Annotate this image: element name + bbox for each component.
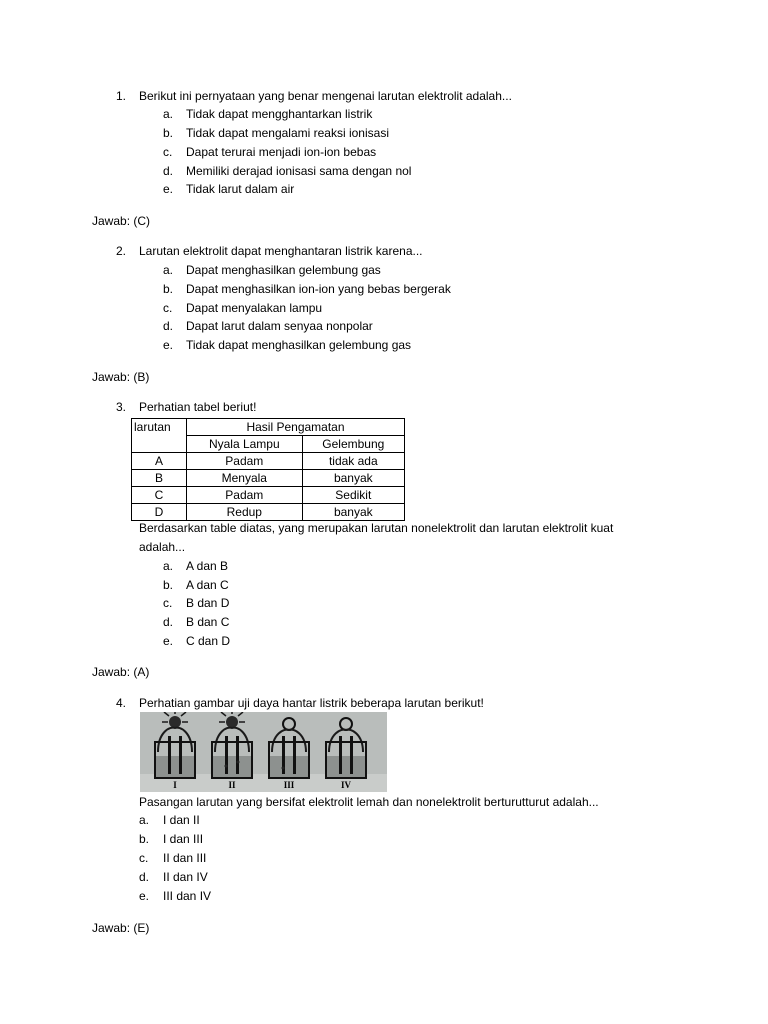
option-text: B dan C (186, 615, 230, 629)
answer-3: Jawab: (A) (92, 665, 150, 679)
answer-2: Jawab: (B) (92, 370, 150, 384)
question-4-text: Perhatian gambar uji daya hantar listrik beberapa larutan berikut! (139, 696, 484, 710)
table-cell: Sedikit (302, 487, 404, 504)
option-letter: a. (163, 263, 174, 277)
option-text: A dan B (186, 559, 229, 573)
option-text: A dan C (186, 578, 229, 592)
question-2-text: Larutan elektrolit dapat menghantaran listrik karena... (139, 244, 423, 258)
option-text: II dan III (163, 851, 207, 865)
option-letter: b. (163, 282, 174, 296)
option-letter: e. (163, 338, 174, 352)
question-3-number: 3. (116, 400, 127, 414)
option-text: Memiliki derajad ionisasi sama dengan nol (186, 164, 412, 178)
option-letter: d. (163, 164, 174, 178)
table-cell: Padam (187, 453, 303, 470)
observation-table (131, 418, 405, 521)
table-row (132, 487, 405, 504)
option-letter: e. (163, 634, 174, 648)
table-cell: tidak ada (302, 453, 404, 470)
option-letter: c. (163, 596, 173, 610)
option-letter: c. (163, 145, 173, 159)
conductivity-test-figure (140, 712, 387, 792)
option-letter: c. (163, 301, 173, 315)
table-cell: C (132, 487, 187, 504)
option-text: Tidak dapat mengalami reaksi ionisasi (186, 126, 389, 140)
answer-1: Jawab: (C) (92, 214, 151, 228)
table-cell: Padam (187, 487, 303, 504)
beaker-label: IV (340, 780, 352, 790)
table-row (132, 453, 405, 470)
option-text: Tidak dapat mengghantarkan listrik (186, 107, 373, 121)
table-cell: A (132, 453, 187, 470)
question-3-prompt-line1: Berdasarkan table diatas, yang merupakan larutan nonelektrolit dan larutan elektrolit kuat (139, 521, 614, 535)
table-header-group: Hasil Pengamatan (187, 419, 405, 436)
question-1-text: Berikut ini pernyataan yang benar mengenai larutan elektrolit adalah... (139, 89, 512, 103)
option-text: I dan III (163, 832, 204, 846)
option-letter: a. (163, 107, 174, 121)
question-2-number: 2. (116, 244, 127, 258)
question-4-number: 4. (116, 696, 127, 710)
option-text: III dan IV (163, 889, 212, 903)
table-cell: D (132, 504, 187, 521)
option-text: Dapat menghasilkan gelembung gas (186, 263, 381, 277)
option-text: II dan IV (163, 870, 208, 884)
option-text: B dan D (186, 596, 230, 610)
option-text: Dapat larut dalam senyaa nonpolar (186, 319, 373, 333)
option-text: Dapat terurai menjadi ion-ion bebas (186, 145, 377, 159)
table-subheader: Nyala Lampu (187, 436, 303, 453)
table-row (132, 504, 405, 521)
option-letter: d. (139, 870, 150, 884)
option-letter: c. (139, 851, 149, 865)
option-letter: a. (163, 559, 174, 573)
question-3-text: Perhatian tabel beriut! (139, 400, 257, 414)
option-letter: e. (139, 889, 150, 903)
option-text: Tidak dapat menghasilkan gelembung gas (186, 338, 412, 352)
beaker-label: II (228, 780, 236, 790)
option-text: Dapat menyalakan lampu (186, 301, 323, 315)
option-letter: a. (139, 813, 150, 827)
option-letter: e. (163, 182, 174, 196)
question-4-prompt: Pasangan larutan yang bersifat elektrolit lemah dan nonelektrolit berturutturut adalah... (139, 795, 599, 809)
beaker-label: III (283, 780, 295, 790)
beaker-label: I (173, 780, 177, 790)
option-letter: b. (139, 832, 150, 846)
option-letter: d. (163, 319, 174, 333)
option-letter: b. (163, 578, 174, 592)
table-cell: Redup (187, 504, 303, 521)
table-subheader: Gelembung (302, 436, 404, 453)
beaker-illustration (140, 712, 387, 792)
table-cell: Menyala (187, 470, 303, 487)
option-letter: d. (163, 615, 174, 629)
option-text: C dan D (186, 634, 231, 648)
option-text: Tidak larut dalam air (186, 182, 295, 196)
question-1-number: 1. (116, 89, 127, 103)
option-letter: b. (163, 126, 174, 140)
option-text: Dapat menghasilkan ion-ion yang bebas bergerak (186, 282, 451, 296)
table-header-larutan: larutan (132, 419, 187, 453)
table-cell: banyak (302, 504, 404, 521)
question-3-prompt-line2: adalah... (139, 540, 186, 554)
table-row (132, 470, 405, 487)
answer-4: Jawab: (E) (92, 921, 150, 935)
table-cell: B (132, 470, 187, 487)
option-text: I dan II (163, 813, 200, 827)
table-cell: banyak (302, 470, 404, 487)
